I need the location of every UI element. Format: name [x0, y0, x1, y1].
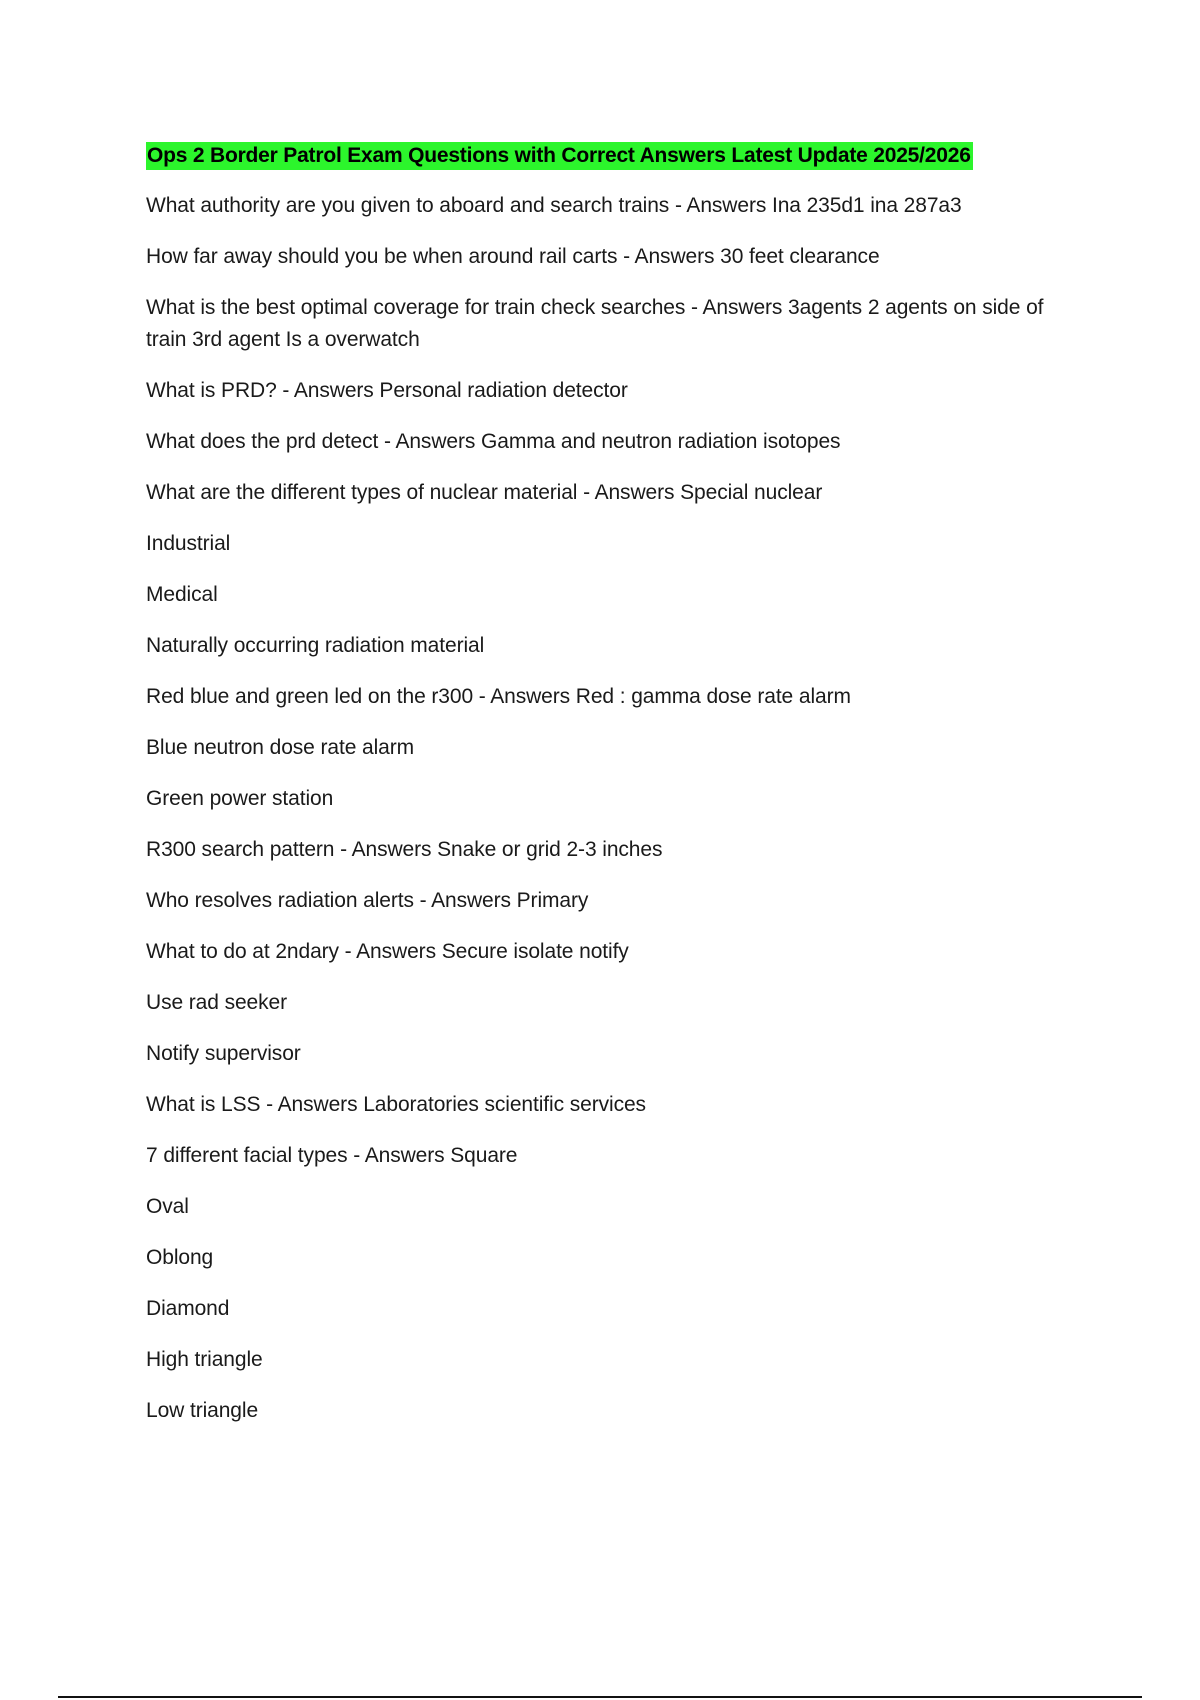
qa-line: Medical [146, 583, 218, 606]
qa-line: High triangle [146, 1348, 263, 1371]
qa-line: Use rad seeker [146, 991, 287, 1014]
qa-line: What are the different types of nuclear material - Answers Special nuclear [146, 481, 823, 504]
qa-line: Red blue and green led on the r300 - Answers Red : gamma dose rate alarm [146, 685, 851, 708]
qa-line: 7 different facial types - Answers Square [146, 1144, 518, 1167]
qa-line: What to do at 2ndary - Answers Secure isolate notify [146, 940, 629, 963]
qa-line: Oblong [146, 1246, 214, 1269]
qa-line: Naturally occurring radiation material [146, 634, 485, 657]
qa-line: R300 search pattern - Answers Snake or grid 2-3 inches [146, 838, 663, 861]
qa-line: What does the prd detect - Answers Gamma and neutron radiation isotopes [146, 430, 841, 453]
qa-line: Low triangle [146, 1399, 259, 1422]
qa-line: Who resolves radiation alerts - Answers Primary [146, 889, 589, 912]
qa-line: Green power station [146, 787, 334, 810]
document-content [146, 142, 1086, 1446]
document-title: Ops 2 Border Patrol Exam Questions with Correct Answers Latest Update 2025/2026 [146, 142, 973, 170]
qa-line: Oval [146, 1195, 189, 1218]
qa-list [146, 190, 1086, 1427]
qa-line: Industrial [146, 532, 231, 555]
qa-line: What is PRD? - Answers Personal radiation detector [146, 379, 628, 402]
qa-line: What is the best optimal coverage for train check searches - Answers 3agents 2 agents on side of train 3rd agent Is a overwatch [146, 296, 1044, 351]
qa-line: Notify supervisor [146, 1042, 301, 1065]
page-bottom-rule [58, 1696, 1142, 1698]
qa-line: Blue neutron dose rate alarm [146, 736, 415, 759]
qa-line: What authority are you given to aboard and search trains - Answers Ina 235d1 ina 287a3 [146, 194, 962, 217]
qa-line: How far away should you be when around rail carts - Answers 30 feet clearance [146, 245, 880, 268]
qa-line: What is LSS - Answers Laboratories scientific services [146, 1093, 646, 1116]
qa-line: Diamond [146, 1297, 230, 1320]
